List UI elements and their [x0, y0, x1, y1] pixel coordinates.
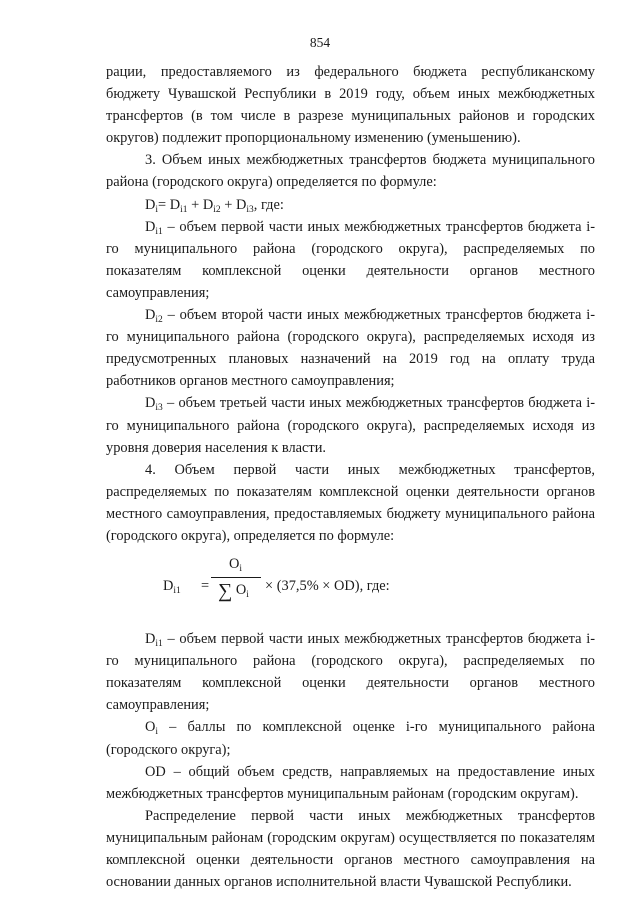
paragraph-item-4: 4. Объем первой части иных межбюджетных трансфертов, распределяемых по показателям комплексной оценки деятельности органов местного самоуправления, предоставляемых бюджету муниципального района (городского округа), определяется по формуле: [106, 461, 595, 544]
document-body [106, 61, 595, 893]
formula-total: $D_i= D_{i1} + D_{i2} + D_{i3}$, где: [145, 196, 284, 215]
definition-di1-repeat: $D_{i1}$ – объем первой части иных межбюджетных трансфертов бюджета i-го муниципального района (городского округа), распределяемых по показателям комплексной оценки деятельности органов местного самоуправления; [106, 631, 595, 714]
paragraph-distribution: Распределение первой части иных межбюджетных трансфертов муниципальным районам (городским округам) осуществляется по показателям комплексной оценки деятельности органов местного самоуправления на основании данных органов исполнительной власти Чувашской Республики. [106, 807, 595, 891]
page-number: 854 [309, 35, 331, 50]
definition-di3: $D_{i3}$ – объем третьей части иных межбюджетных трансфертов бюджета i-го муниципального района (городского округа), распределяемых исходя из уровня доверия населения к власти. [106, 395, 595, 456]
definition-di1: $D_{i1}$ – объем первой части иных межбюджетных трансфертов бюджета i-го муниципального района (городского округа), распределяемых по показателям комплексной оценки деятельности органов местного самоуправления; [106, 218, 595, 301]
formula-multiplier: × (37,5% × OD), где: [265, 578, 390, 595]
paragraph-continuation: рации, предоставляемого из федерального бюджета республиканскому бюджету Чувашской Республики в 2019 году, объем иных межбюджетных трансфертов (в том числе в разрезе муниципальных районов и городских округов) подлежит пропорциональному изменению (уменьшению). [106, 64, 595, 147]
formula-equals: = [201, 578, 210, 595]
fraction-bar [211, 577, 261, 578]
definition-oi: $O_i$ – баллы по комплексной оценке i-го муниципального района (городского округа); [106, 719, 595, 758]
formula-numerator: $O_i$ [229, 556, 243, 575]
sum-symbol: ∑ [218, 580, 233, 603]
definition-di2: $D_{i2}$ – объем второй части иных межбюджетных трансфертов бюджета i-го муниципального района (городского округа), распределяемых исходя из предусмотренных плановых назначений на 2019 год на оплату труда работников органов местного самоуправления; [106, 307, 595, 390]
formula-lhs: $D_{i1}$ [163, 578, 181, 597]
definition-od: OD – общий объем средств, направляемых на предоставление иных межбюджетных трансфертов муниципальным районам (городским округам). [106, 763, 595, 802]
paragraph-item-3: 3. Объем иных межбюджетных трансфертов бюджета муниципального района (городского округа) определяется по формуле: [106, 152, 595, 191]
formula-denominator: ∑ $O_i$ [218, 580, 249, 603]
formula-first-part [106, 555, 595, 615]
